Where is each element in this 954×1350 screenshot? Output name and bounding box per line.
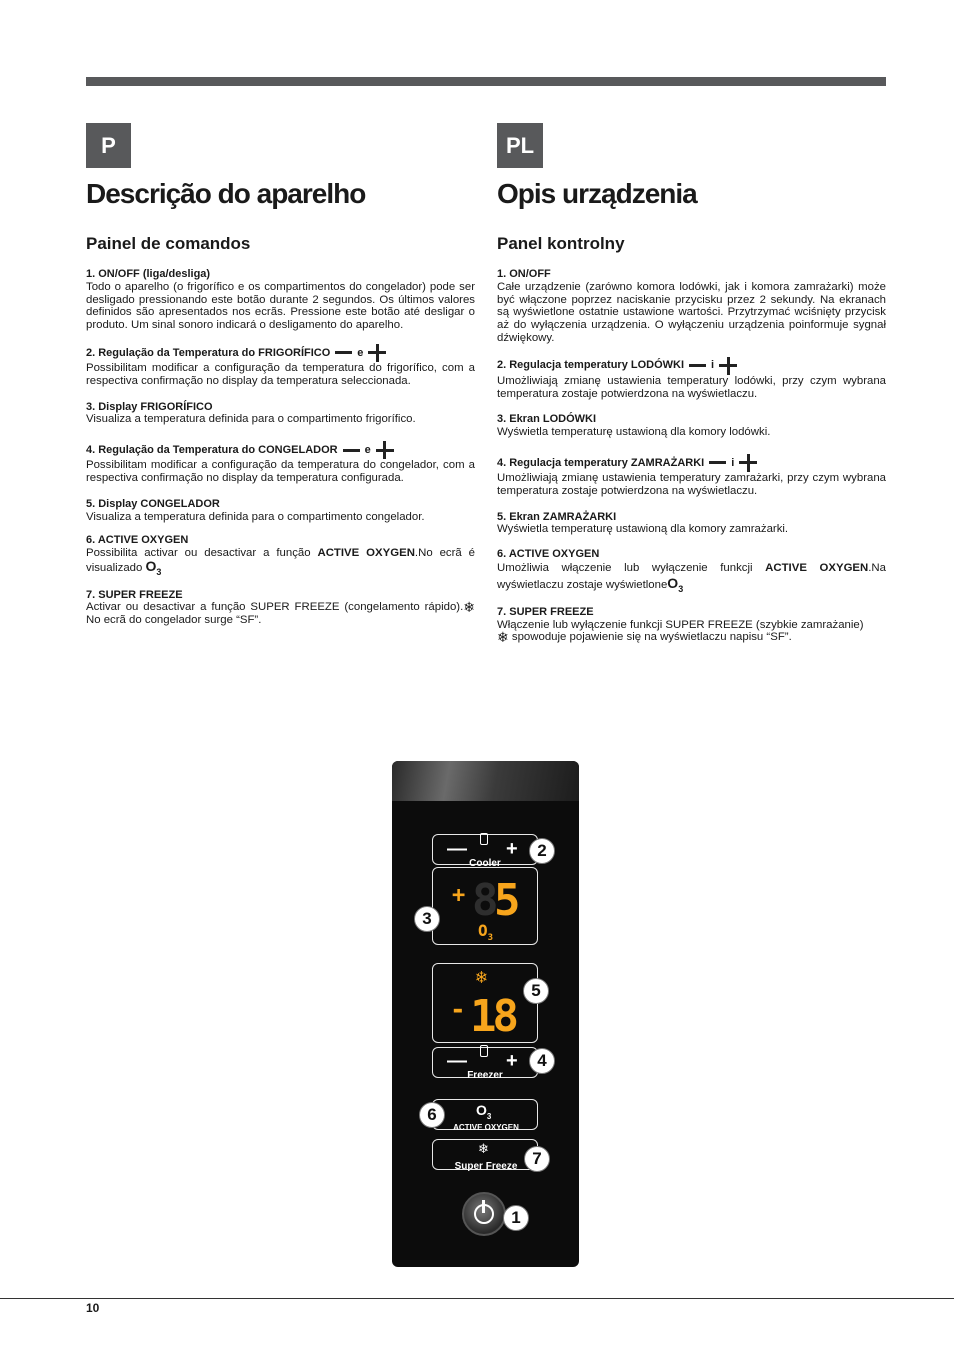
plus-icon — [376, 441, 394, 459]
callout-6: 6 — [419, 1102, 445, 1128]
minus-icon — [335, 351, 352, 354]
column-portuguese — [86, 123, 475, 627]
item-title: 6. ACTIVE OXYGEN — [497, 548, 600, 561]
cooler-label: Cooler — [469, 858, 501, 869]
item-title: 6. ACTIVE OXYGEN — [86, 534, 189, 547]
item-text: Wyświetla temperaturę ustawioną dla komory lodówki. — [497, 426, 771, 439]
section-subtitle: Panel kontrolny — [497, 234, 625, 253]
item-active-oxygen: 6. ACTIVE OXYGEN Possibilita activar ou desactivar a função ACTIVE OXYGEN.No ecrã é visualizado $O_3$ — [86, 534, 475, 577]
power-button — [462, 1192, 506, 1236]
freezer-icon — [480, 1045, 488, 1057]
item-text: Całe urządzenie (zarówno komora lodówki, jak i komora zamrażarki) może być włączone poprzez naciskanie przycisku przez 2 sekundy. Na ekranach są wyświetlone ostatnie ustawione wartości. Przytrzymać wciśnięty przycisk aż do wyłączenia urządzenia. O wyłączeniu urządzenia poinformuje sygnał dźwiękowy. — [497, 280, 886, 344]
language-badge: PL — [497, 123, 543, 168]
item-title: 2. Regulacja temperatury LODÓWKI — [497, 359, 685, 372]
callout-3: 3 — [414, 906, 440, 932]
footer-rule — [0, 1298, 954, 1299]
callout-7: 7 — [524, 1146, 550, 1172]
item-title: 3. Display FRIGORÍFICO — [86, 400, 213, 413]
item-super-freeze: 7. SUPER FREEZE Activar ou desactivar a função SUPER FREEZE (congelamento rápido).❄No ecrã do congelador surge “SF”. — [86, 588, 475, 627]
item-text: Possibilitam modificar a configuração da temperatura do congelador, com a respectiva confirmação no display da temperatura configurada. — [86, 459, 475, 484]
section-subtitle: Painel de comandos — [86, 234, 251, 253]
item-on-off — [86, 268, 475, 332]
plus-icon — [739, 454, 757, 472]
item-fridge-display — [497, 413, 886, 439]
callout-2: 2 — [529, 838, 555, 864]
item-fridge-regulation — [86, 344, 475, 388]
item-freezer-regulation — [86, 441, 475, 485]
item-title: 1. ON/OFF — [497, 268, 551, 280]
panel-sheen — [392, 761, 579, 801]
item-active-oxygen: 6. ACTIVE OXYGEN Umożliwia włączenie lub wyłączenie funkcji ACTIVE OXYGEN.Na wyświetlaczu zostaje wyświetloneO$_3$ — [497, 548, 886, 594]
item-text: Umożliwiają zmianę ustawienia temperatury zamrażarki, przy czym wybrana temperatura zostaje potwierdzona na wyświetlaczu. — [497, 471, 886, 497]
minus-icon — [689, 364, 706, 367]
item-title: 7. SUPER FREEZE — [86, 588, 183, 601]
o3-icon: $O_3$ — [667, 574, 684, 594]
item-freezer-regulation — [497, 454, 886, 498]
item-title: 5. Display CONGELADOR — [86, 497, 220, 510]
snowflake-icon: ❄ — [478, 1141, 489, 1156]
callout-5: 5 — [523, 978, 549, 1004]
item-title: 7. SUPER FREEZE — [497, 605, 594, 618]
item-title: 2. Regulação da Temperatura do FRIGORÍFICO — [86, 346, 331, 359]
minus-icon — [709, 461, 726, 464]
fridge-icon — [480, 833, 488, 845]
freezer-plus-button: + — [506, 1050, 518, 1072]
joiner-word: e — [357, 346, 364, 359]
plus-icon — [368, 344, 386, 362]
minus-icon — [343, 449, 360, 452]
item-text: Wyświetla temperaturę ustawioną dla komory zamrażarki. — [497, 523, 789, 536]
item-title: 4. Regulação da Temperatura do CONGELADOR — [86, 443, 338, 456]
cooler-sign: + — [452, 883, 466, 908]
item-text: Possibilitam modificar a configuração da temperatura do frigorífico, com a respectiva confirmação no display da temperatura seleccionada. — [86, 361, 475, 387]
snowflake-icon: ❄ — [497, 629, 509, 646]
freezer-label: Freezer — [467, 1070, 503, 1081]
freezer-sign: - — [450, 995, 466, 1025]
active-oxygen-label: ACTIVE OXYGEN — [453, 1123, 519, 1132]
o3-icon: $O_3$ — [145, 557, 162, 577]
snowflake-icon: ❄ — [476, 967, 487, 988]
page-title: Descrição do aparelho — [86, 178, 366, 209]
power-icon-bar — [482, 1200, 485, 1213]
joiner-word: e — [364, 443, 371, 456]
page-title: Opis urządzenia — [497, 178, 697, 209]
cooler-temperature: 5 — [494, 875, 521, 926]
item-text: Umożliwiają zmianę ustawienia temperatury lodówki, przy czym wybrana temperatura zostaje potwierdzona na wyświetlaczu. — [497, 374, 886, 400]
o3-indicator: $O_3$ — [478, 921, 494, 944]
super-freeze-label: Super Freeze — [454, 1161, 518, 1172]
item-fridge-display — [86, 401, 475, 427]
item-text: Visualiza a temperatura definida para o compartimento congelador. — [86, 510, 425, 523]
item-title: 1. ON/OFF (liga/desliga) — [86, 268, 211, 280]
callout-1: 1 — [503, 1205, 529, 1231]
column-polish — [497, 123, 886, 644]
o3-icon: $O_3$ — [476, 1102, 492, 1121]
item-text: Todo o aparelho (o frigorífico e os compartimentos do congelador) pode ser desligado pressionando este botão durante 2 segundos. Os últimos valores definidos são apresentados nos ecrãs. Pressione este botão até desligar o produto. Um sinal sonoro indicará o desligamento do aparelho. — [86, 280, 475, 332]
joiner-word: i — [731, 456, 735, 469]
cooler-minus-button: — — [447, 838, 467, 860]
item-fridge-regulation — [497, 357, 886, 401]
item-text: Visualiza a temperatura definida para o compartimento frigorífico. — [86, 413, 416, 426]
header-rule — [86, 77, 886, 86]
item-super-freeze: 7. SUPER FREEZE Włączenie lub wyłączenie funkcji SUPER FREEZE (szybkie zamrażanie) ❄ spowoduje pojawienie się na wyświetlaczu napisu “SF”. — [497, 606, 886, 644]
joiner-word: i — [711, 359, 715, 372]
item-freezer-display — [497, 511, 886, 537]
item-title: 4. Regulacja temperatury ZAMRAŻARKI — [497, 456, 705, 469]
plus-icon — [719, 357, 737, 375]
item-title: 5. Ekran ZAMRAŻARKI — [497, 510, 617, 523]
callout-4: 4 — [529, 1048, 555, 1074]
page-number: 10 — [86, 1301, 100, 1315]
freezer-temperature: 18 — [470, 991, 515, 1042]
cooler-ghost-digit: 8 — [472, 875, 499, 926]
item-freezer-display — [86, 498, 475, 524]
item-title: 3. Ekran LODÓWKI — [497, 413, 597, 426]
item-on-off — [497, 268, 886, 345]
cooler-plus-button: + — [506, 838, 518, 860]
language-badge: P — [86, 123, 131, 168]
freezer-minus-button: — — [447, 1050, 467, 1072]
snowflake-icon: ❄ — [463, 599, 475, 616]
